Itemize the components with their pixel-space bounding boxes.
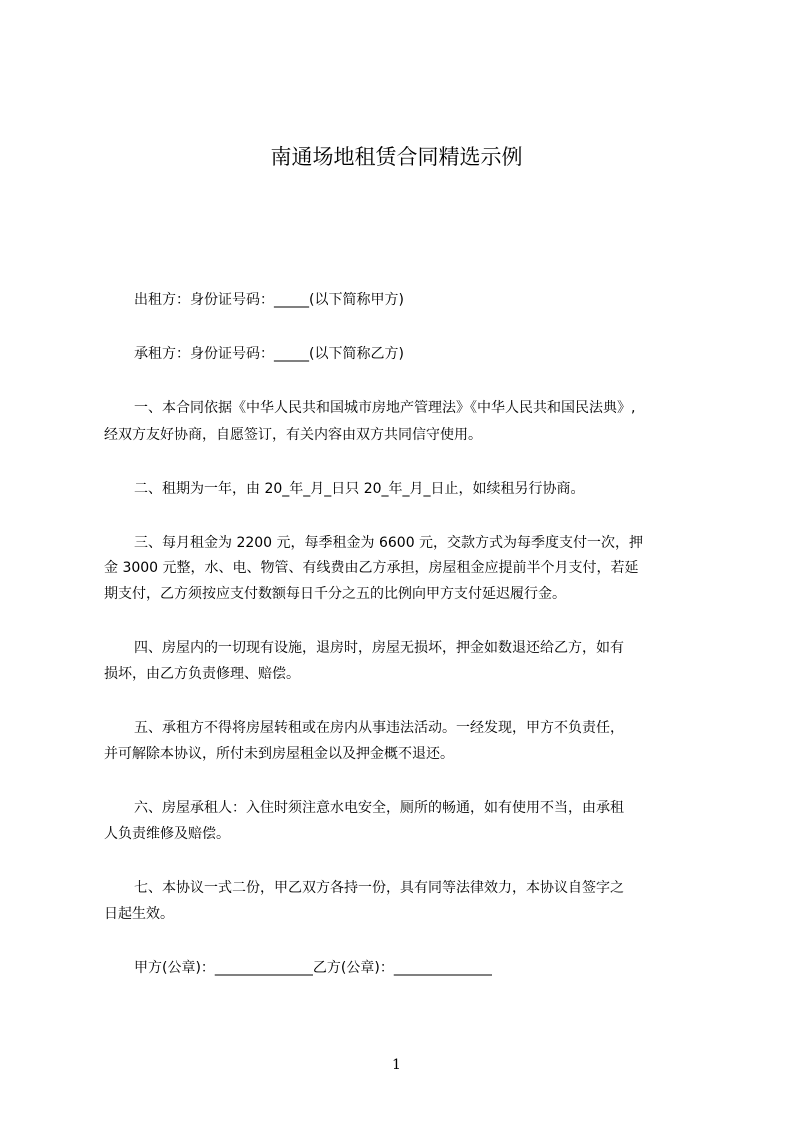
clause-3-line-2: 金 3000 元整，水、电、物管、有线费由乙方承担，房屋租金应提前半个月支付，若延: [104, 560, 639, 576]
clause-5-line-2: 并可解除本协议，所付未到房屋租金以及押金概不退还。: [104, 746, 454, 762]
signature-line: 甲方(公章)：______________乙方(公章)：______________: [134, 960, 492, 976]
clause-3-line-1: 三、每月租金为 2200 元，每季租金为 6600 元，交款方式为每季度支付一次，押: [134, 535, 644, 551]
clause-4-line-2: 损坏，由乙方负责修理、赔偿。: [104, 666, 300, 682]
clause-5-line-1: 五、承租方不得将房屋转租或在房内从事违法活动。一经发现，甲方不负责任，: [134, 720, 624, 736]
clause-1-line-2: 经双方友好协商，自愿签订，有关内容由双方共同信守使用。: [104, 427, 482, 443]
page-number: 1: [392, 1057, 401, 1073]
lessee-line: 承租方：身份证号码：_____(以下简称乙方): [134, 346, 404, 362]
lessor-line: 出租方：身份证号码：_____(以下简称甲方): [134, 292, 404, 308]
document-title: 南通场地租赁合同精选示例: [270, 145, 523, 169]
clause-2-line-1: 二、租期为一年，由 20_年_月_日只 20_年_月_日止，如续租另行协商。: [134, 481, 585, 497]
clause-6-line-2: 人负责维修及赔偿。: [104, 826, 230, 842]
clause-7-line-2: 日起生效。: [104, 906, 174, 922]
clause-1-line-1: 一、本合同依据《中华人民共和国城市房地产管理法》《中华人民共和国民法典》,: [134, 400, 636, 416]
clause-6-line-1: 六、房屋承租人：入住时须注意水电安全，厕所的畅通，如有使用不当，由承租: [134, 800, 624, 816]
clause-3-line-3: 期支付，乙方须按应支付数额每日千分之五的比例向甲方支付延迟履行金。: [104, 586, 566, 602]
clause-4-line-1: 四、房屋内的一切现有设施，退房时，房屋无损坏，押金如数退还给乙方，如有: [134, 640, 624, 656]
clause-7-line-1: 七、本协议一式二份，甲乙双方各持一份，具有同等法律效力，本协议自签字之: [134, 880, 624, 896]
